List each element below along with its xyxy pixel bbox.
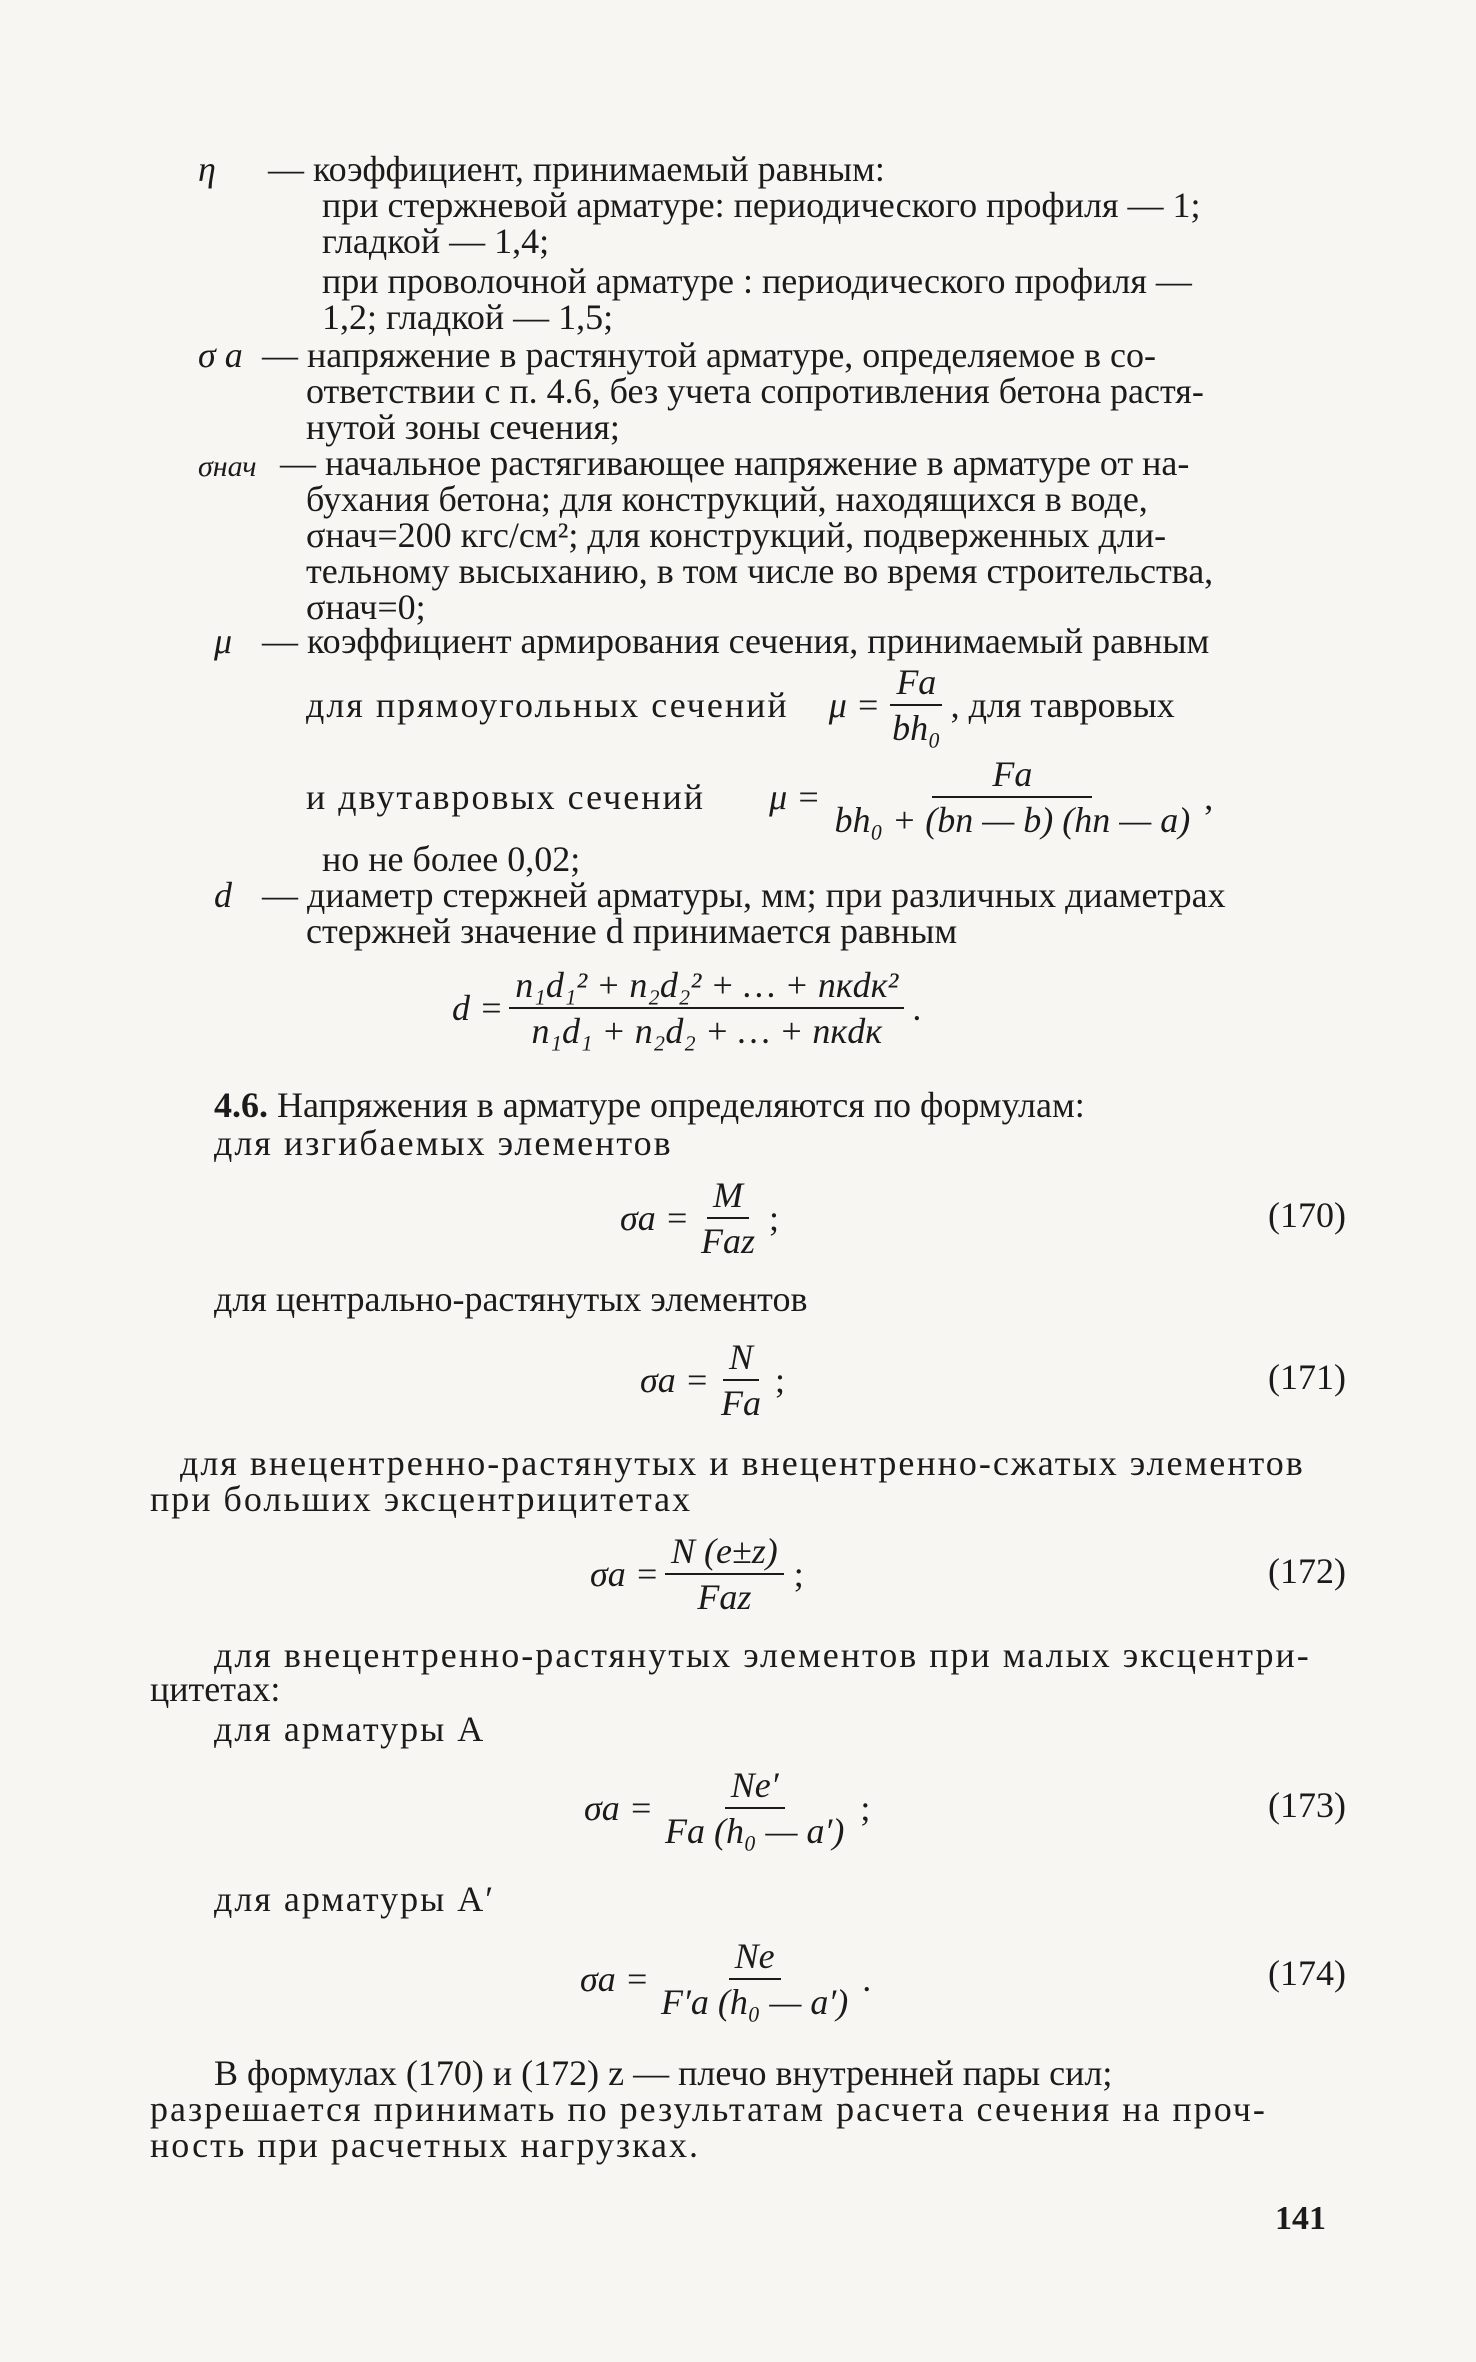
d-line-2: стержней значение d принимается равным	[306, 911, 958, 951]
mu-line-1: — коэффициент армирования сечения, принимаемый равным	[262, 621, 1210, 661]
section-for-A-prime: для арматуры A′	[214, 1879, 496, 1919]
mu-tee-formula	[306, 752, 1213, 842]
mu-symbol: μ	[214, 621, 233, 661]
sigma-a-line-1: — напряжение в растянутой арматуре, определяемое в со-	[262, 335, 1157, 375]
section-eccentric-small-1: для внецентренно-растянутых элементов при малых эксцентри-	[214, 1635, 1311, 1675]
equation-173	[584, 1758, 870, 1858]
d-fraction	[509, 965, 904, 1051]
eq173-number: (173)	[1268, 1785, 1346, 1825]
eq173-fraction	[659, 1765, 850, 1851]
mu-tee-fraction	[828, 754, 1196, 840]
section-bending-label: для изгибаемых элементов	[214, 1123, 673, 1163]
eta-line-3: гладкой — 1,4;	[322, 221, 550, 261]
mu-rect-formula	[306, 660, 1175, 750]
eq174-fraction	[655, 1936, 854, 2022]
sigma-nach-symbol: σнач	[198, 450, 257, 483]
equation-170	[620, 1168, 779, 1268]
d-denominator: n₁d₁ + n₂d₂ + … + nкdк	[531, 1011, 883, 1051]
eq171-numerator: N	[723, 1337, 759, 1381]
mu-rect-text: для прямоугольных сечений	[306, 685, 789, 725]
eq172-numerator: N (e±z)	[665, 1531, 784, 1575]
eq172-number: (172)	[1268, 1551, 1346, 1591]
mu-tee-after: ,	[1204, 777, 1214, 817]
eq170-number: (170)	[1268, 1195, 1346, 1235]
mu-rect-after: , для тавровых	[950, 685, 1175, 725]
sigma-nach-line-2: бухания бетона; для конструкций, находящихся в воде,	[306, 479, 1148, 519]
eq173-numerator: Ne′	[725, 1765, 785, 1809]
eq174-number: (174)	[1268, 1953, 1346, 1993]
eq173-lhs: σа =	[584, 1788, 654, 1828]
eq170-fraction	[695, 1175, 761, 1261]
mu-rect-denominator: bh₀	[892, 708, 941, 748]
eq173-after: ;	[860, 1788, 871, 1828]
page-number: 141	[1275, 2200, 1326, 2237]
sigma-nach-line-3: σнач=200 кгс/см²; для конструкций, подверженных дли-	[306, 515, 1167, 555]
mu-tee-text: и двутавровых сечений	[306, 777, 706, 817]
section-eccentric-large-2: при больших эксцентрицитетах	[150, 1479, 693, 1519]
section-intro	[214, 1086, 1085, 1124]
d-after: .	[912, 988, 922, 1028]
eta-symbol: η	[198, 149, 216, 189]
eta-line-2: при стержневой арматуре: периодического профиля — 1;	[322, 185, 1201, 225]
eta-line-4: при проволочной арматуре : периодического профиля —	[322, 261, 1192, 301]
eq172-lhs: σа =	[590, 1554, 660, 1594]
section-eccentric-large-1: для внецентренно-растянутых и внецентренно-сжатых элементов	[180, 1443, 1305, 1483]
section-for-A: для арматуры A	[214, 1709, 486, 1749]
mu-rect-numerator: Fа	[890, 662, 942, 706]
eta-line-1: — коэффициент, принимаемый равным:	[268, 149, 885, 189]
eq174-after: .	[862, 1959, 872, 1999]
closing-line-3: ность при расчетных нагрузках.	[150, 2125, 701, 2165]
mu-tee-numerator: Fа	[932, 754, 1092, 798]
mu-rect-lhs: μ =	[828, 685, 881, 725]
mu-limit: но не более 0,02;	[322, 839, 581, 879]
eq172-denominator: Fаz	[697, 1577, 752, 1617]
eq171-denominator: Fа	[721, 1383, 762, 1423]
mu-rect-fraction	[886, 662, 947, 748]
closing-line-2: разрешается принимать по результатам расчета сечения на проч-	[150, 2089, 1267, 2129]
eq171-fraction	[715, 1337, 767, 1423]
mu-tee-denominator: bh₀ + (bп — b) (hп — a)	[834, 800, 1191, 840]
sigma-nach-line-5: σнач=0;	[306, 587, 426, 627]
eq174-numerator: Ne	[729, 1936, 781, 1980]
eq171-after: ;	[775, 1360, 786, 1400]
section-intro-text: Напряжения в арматуре определяются по формулам:	[277, 1085, 1085, 1125]
sigma-a-symbol: σ а	[198, 335, 243, 375]
equation-174	[580, 1924, 871, 2034]
mu-tee-lhs: μ =	[769, 777, 821, 817]
eq170-denominator: Fаz	[701, 1221, 756, 1261]
eq171-number: (171)	[1268, 1357, 1346, 1397]
eq170-lhs: σа =	[620, 1198, 690, 1238]
section-central-label: для центрально-растянутых элементов	[214, 1279, 808, 1319]
eq174-lhs: σа =	[580, 1959, 650, 1999]
eq172-fraction	[665, 1531, 784, 1617]
sigma-a-line-3: нутой зоны сечения;	[306, 407, 620, 447]
eq170-after: ;	[769, 1198, 780, 1238]
equation-171	[640, 1330, 785, 1430]
eq172-after: ;	[793, 1554, 804, 1594]
section-number: 4.6.	[214, 1085, 268, 1125]
eta-line-5: 1,2; гладкой — 1,5;	[322, 297, 614, 337]
eq174-denominator: F′а (h₀ — a′)	[661, 1982, 849, 2022]
eq171-lhs: σа =	[640, 1360, 710, 1400]
sigma-nach-line-1: — начальное растягивающее напряжение в арматуре от на-	[280, 443, 1190, 483]
section-eccentric-small-2: цитетах:	[150, 1669, 281, 1709]
eq170-numerator: M	[707, 1175, 749, 1219]
closing-line-1: В формулах (170) и (172) z — плечо внутренней пары сил;	[214, 2053, 1113, 2093]
sigma-nach-line-4: тельному высыханию, в том числе во время строительства,	[306, 551, 1214, 591]
d-formula	[452, 958, 921, 1058]
d-line-1: — диаметр стержней арматуры, мм; при различных диаметрах	[262, 875, 1226, 915]
d-lhs: d =	[452, 988, 504, 1028]
equation-172	[590, 1524, 804, 1624]
d-symbol: d	[214, 875, 232, 915]
eq173-denominator: Fа (h₀ — a′)	[665, 1811, 845, 1851]
sigma-a-line-2: ответствии с п. 4.6, без учета сопротивления бетона растя-	[306, 371, 1204, 411]
d-numerator: n₁d₁² + n₂d₂² + … + nкdк²	[509, 965, 904, 1009]
